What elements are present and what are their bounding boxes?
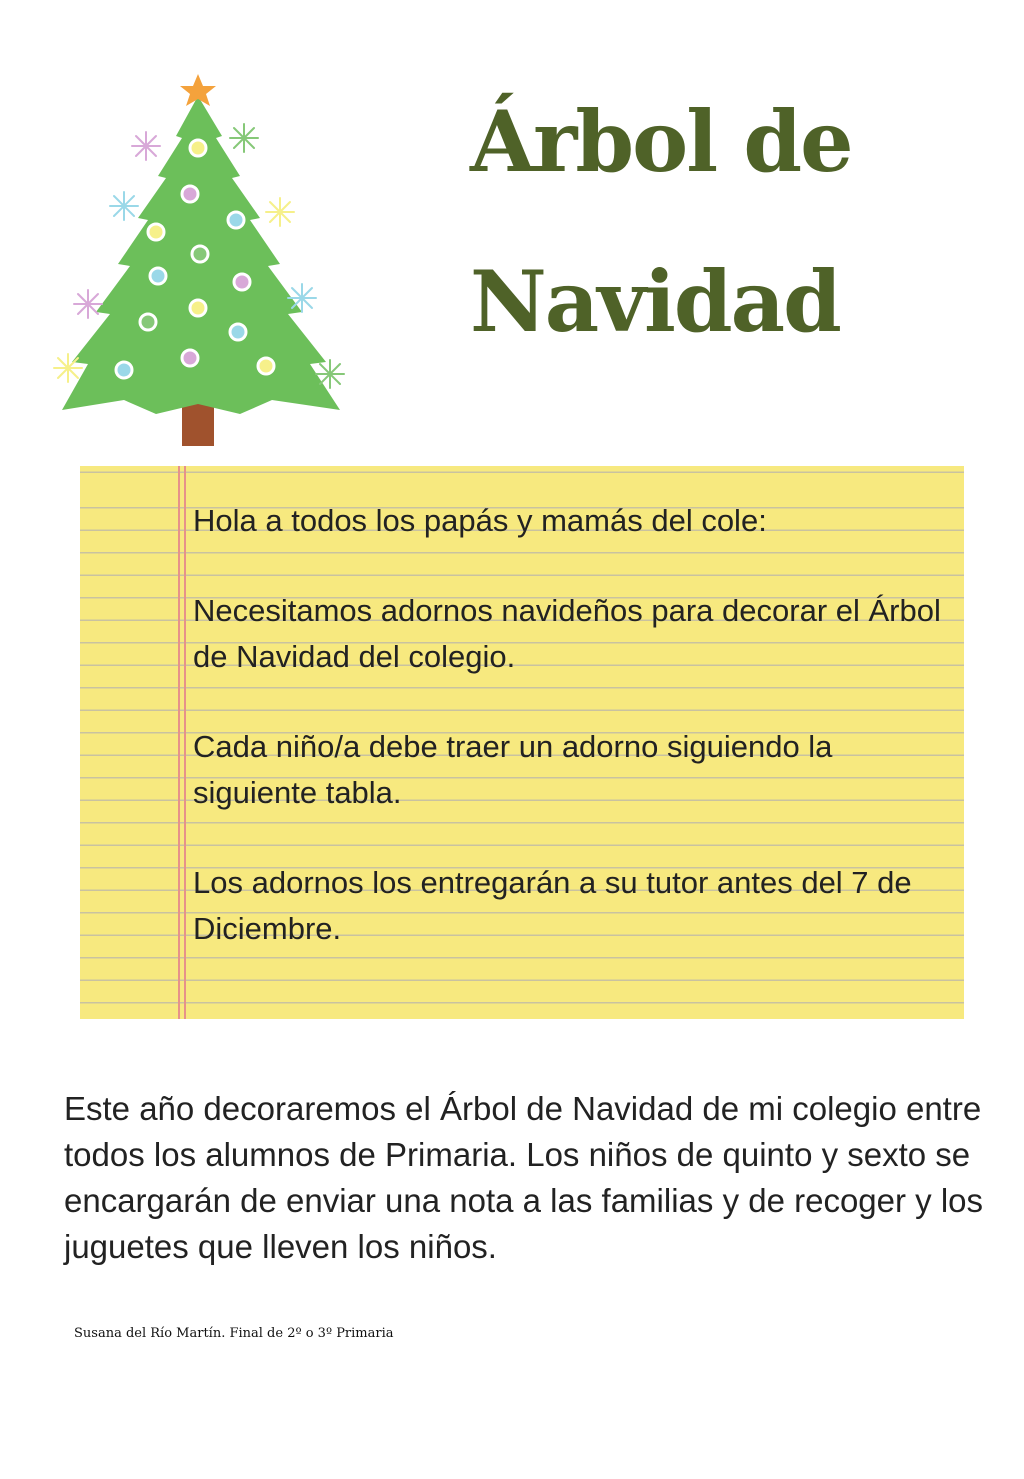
note-margin-line — [178, 466, 180, 1019]
note-margin-line — [184, 466, 186, 1019]
note-paragraph-deadline: Los adornos los entregarán a su tutor antes del 7 de Diciembre. — [193, 865, 912, 946]
note-paragraph-request: Necesitamos adornos navideños para decorar el Árbol de Navidad del colegio. — [193, 593, 941, 674]
page-title — [470, 62, 910, 382]
note-text — [193, 498, 943, 996]
note-paragraph-instructions: Cada niño/a debe traer un adorno siguiendo la siguiente tabla. — [193, 729, 833, 810]
title-line-1: Árbol de — [470, 92, 852, 191]
christmas-tree-icon — [40, 68, 360, 450]
body-paragraph: Este año decoraremos el Árbol de Navidad de mi colegio entre todos los alumnos de Primaria. Los niños de quinto y sexto se encargarán de enviar una nota a las familias y de recoger y los juguetes que lleven los niños. — [64, 1090, 984, 1265]
notepad-note — [80, 466, 964, 1019]
footer-credit: Susana del Río Martín. Final de 2º o 3º Primaria — [74, 1326, 394, 1341]
note-paragraph-greeting: Hola a todos los papás y mamás del cole: — [193, 503, 767, 538]
title-line-2: Navidad — [470, 252, 840, 351]
